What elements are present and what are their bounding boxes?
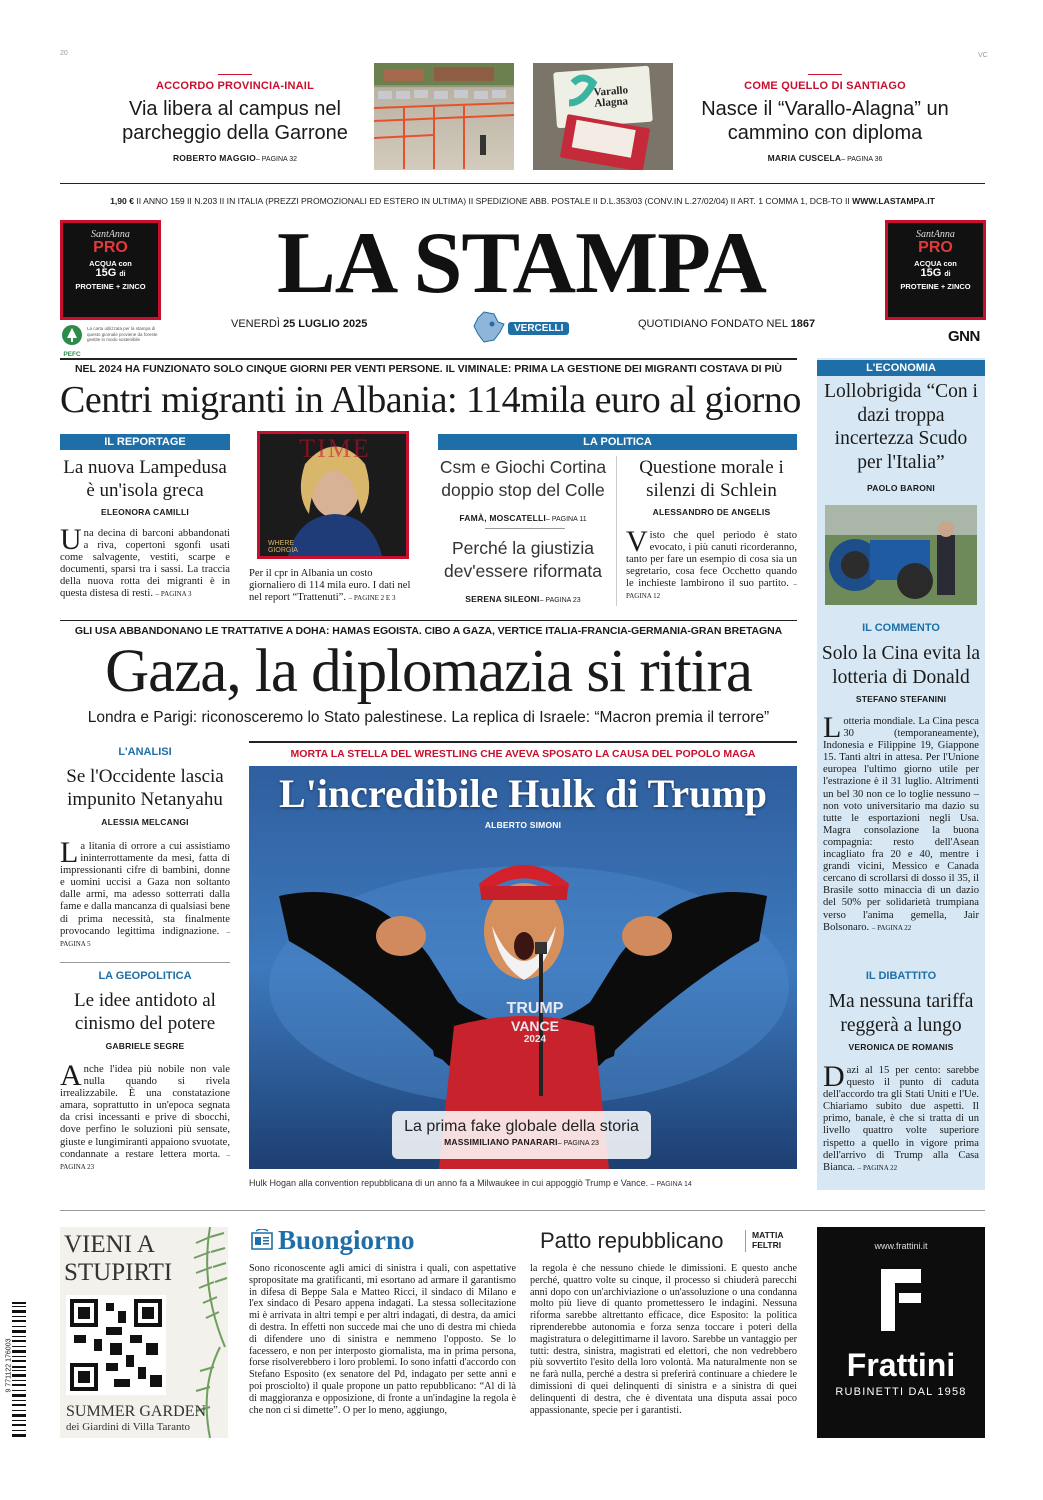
topbar-left-title: Via libera al campus nel parcheggio della Garrone	[122, 98, 348, 144]
hulk-shirt-text	[490, 1000, 580, 1046]
ad-ear-right-line2: 15G	[920, 267, 942, 279]
geopolitica-title[interactable]: Le idee antidoto al cinismo del potere	[74, 990, 216, 1034]
geopolitica-text: nche l'idea più nobile non vale nulla quando si rivela irrealizzabile. È una constatazione amara, soprattutto in un'epoca segnata da crisi incessanti e prive di sbocchi, dove perfino le soluzioni più sensate, giuste e lungimiranti appaiono svuotate, condannate a restare lettera morta.	[60, 1064, 230, 1160]
ad-ear-left-line4: PROTEINE + ZINCO	[75, 282, 146, 291]
politica-b-page: – PAGINA 23	[539, 597, 581, 604]
topbar-left-kicker: ACCORDO PROVINCIA-INAIL	[156, 80, 314, 92]
topbar-right-story[interactable]	[680, 74, 970, 163]
masthead-title[interactable]: LA STAMPA	[277, 215, 766, 312]
frattini-url: www.frattini.it	[874, 1241, 928, 1251]
geopolitica-page: – PAGINA 23	[60, 1150, 230, 1171]
analisi-dropcap: L	[60, 836, 79, 869]
gaza-kicker: GLI USA ABBANDONANO LE TRATTATIVE A DOHA: HAMAS EGOISTA. CIBO A GAZA, VERTICE ITALIA-FRANCIA-GERMANIA-GRAN BRETAGNA	[74, 625, 783, 637]
ad-ear-left[interactable]	[60, 220, 161, 320]
dibattito-byline: VERONICA DE ROMANIS	[848, 1042, 954, 1052]
ad-ear-left-name: PRO	[93, 239, 128, 256]
geopolitica-body	[60, 1059, 230, 1173]
time-caption-page: – PAGINE 2 E 3	[348, 594, 396, 603]
reportage-title[interactable]: La nuova Lampedusa è un'isola greca	[63, 457, 227, 501]
geopolitica-label: LA GEOPOLITICA	[98, 970, 192, 982]
economia-title[interactable]: Lollobrigida “Con i dazi troppa incertezza Scudo per l'Italia”	[824, 381, 978, 473]
topbar-right-title: Nasce il “Varallo-Alagna” un cammino con diploma	[701, 98, 949, 144]
buongiorno-col2: la regola è che nessuno chiede le dimissioni. E questo anche perché, quattro volte su cinque, il processo si chiuderà parecchi anni dopo con un'archiviazione o un'assoluzione o una condanna molto più lieve di quanto promettessero le indagini. Nessuna riforma sarebbe altrettanto efficace, dice Esposito: la politica riprenderebbe autonomia e forza senza toccare i poteri della magistratura o delegittimarne il lavoro. Sarebbe un vantaggio per tutti: destra, sinistra, magistrati ed elettori, che non vedrebbero più sovvertito l'esito della loro volontà. Ma naturalmente non se ne farà nulla, perché a destra si preferirà continuare a chiedere le dimissioni di quei delinquenti di sinistra e a sinistra di quei delinquenti di destra, che è diventata una disputa assai poco appassionante, specie per i garantisti.	[530, 1263, 797, 1416]
commento-title[interactable]: Solo la Cina evita la lotteria di Donald	[821, 643, 981, 688]
hulk-title[interactable]: L'incredibile Hulk di Trump	[279, 771, 767, 816]
politica-label: LA POLITICA	[438, 434, 797, 450]
pefc-tree-icon	[61, 324, 83, 346]
ad-ear-right-line1: ACQUA con	[914, 259, 957, 268]
hulk-caption	[249, 1178, 797, 1188]
topbar-left-story[interactable]	[90, 74, 380, 163]
fake-news-byline: MASSIMILIANO PANARARI	[444, 1137, 558, 1147]
masthead-date	[231, 318, 367, 330]
ad-ear-left-line3: di	[119, 271, 126, 278]
ad-ear-left-line1: ACQUA con	[89, 259, 132, 268]
author-last: FELTRI	[752, 1240, 782, 1250]
qr-code-icon[interactable]	[66, 1295, 166, 1395]
reportage-body	[60, 523, 230, 601]
dibattito-text: azi al 15 per cento: sarebbe questo il punto di caduta dell'accordo tra gli Stati Uniti e l'Ue. Chiariamo subito due aspetti. Il primo, banale, è che si tratta di un livello quattro volte superiore rispetto a quello in vigore prima dell'arrivo di Trump alla Casa Bianca.	[823, 1065, 979, 1173]
ad-ear-right-name: PRO	[918, 239, 953, 256]
gaza-subtitle: Londra e Parigi: riconosceremo lo Stato palestinese. La replica di Israele: “Macron premia il terrore”	[87, 709, 770, 726]
hulk-caption-page: – PAGINA 14	[650, 1181, 692, 1188]
reportage-byline: ELEONORA CAMILLI	[101, 507, 189, 517]
lead-title[interactable]: Centri migranti in Albania: 114mila euro al giorno	[60, 379, 801, 421]
reportage-page: – PAGINA 3	[155, 590, 192, 599]
politica-c-title[interactable]: Questione morale i silenzi di Schlein	[639, 457, 784, 501]
reportage-text: na decina di barconi abbandonati a riva, copertoni sgonfi usati come salvagente, vestiti, scarpe e documenti, sparsi tra i sassi. La traccia della nuova rotta dei migranti è in questa distesa di resti.	[60, 528, 230, 600]
frattini-tagline: RUBINETTI DAL 1958	[835, 1386, 967, 1398]
date-prefix: VENERDÌ	[231, 318, 280, 330]
garden-line4: dei Giardini di Villa Taranto	[66, 1421, 191, 1433]
politica-c-body	[626, 525, 797, 603]
founded-year: 1867	[790, 318, 816, 330]
topbar-right-byline: MARIA CUSCELA	[767, 153, 842, 163]
diploma-photo	[533, 63, 673, 170]
ad-ear-left-brand: SantAnna	[91, 229, 130, 240]
frattini-brand: Frattini	[846, 1347, 956, 1383]
topbar-right-kicker: COME QUELLO DI SANTIAGO	[744, 80, 906, 92]
ad-summer-garden[interactable]	[60, 1227, 228, 1438]
author-first: MATTIA	[752, 1230, 784, 1240]
dibattito-title[interactable]: Ma nessuna tariffa reggerà a lungo	[828, 991, 974, 1036]
analisi-label: L'ANALISI	[118, 746, 172, 758]
masthead-founded	[638, 318, 815, 330]
garden-line3: SUMMER GARDEN	[66, 1403, 207, 1420]
buongiorno-col1: Sono riconoscente agli amici di sinistra i quali, con aspettative spropositate ma gratificanti, mi esortano ad armare il garantismo in difesa di Beppe Sala e Matteo Ricci, il sindaco di Milano e l'ex sindaco di Pesaro appena indagati. La stessa sollecitazione mi è arrivata in altri tempi e per altri indagati, di destra, da amici di destra. In effetti non succede mai che uno di destra mi chieda di difendere uno di sinistra e nemmeno l'opposto. Se lo facessero, e non per interposto giornalista, ma in prima persona, forse risolverebbero i loro problemi. Io sono infatti d'accordo con Stefano Esposito (ex senatore del Pd, indagato per sette anni e poi prosciolto) il quale propone un patto repubblicano: “Al di là di maggioranza e opposizione, di fronte a un'indagine la regola è che non ci si dimette”. O per lo meno, aggiungo,	[249, 1263, 516, 1416]
analisi-text: a litania di orrore a cui assistiamo ininterrottamente da mesi, fatta di impressionanti cifre di bambini, donne e uomini uccisi a Gaza non soltanto dalle armi, ma adesso sotterrati dalla fame e dalla mancanza di qualsiasi bene di prima necessità, sta finalmente provocando legittima indignazione.	[60, 841, 231, 937]
ad-ear-right-brand: SantAnna	[916, 229, 955, 240]
politica-a-title: Csm e Giochi Cortina doppio stop del Colle	[439, 457, 607, 500]
politica-c-byline: ALESSANDRO DE ANGELIS	[652, 507, 771, 517]
politica-b-byline: SERENA SILEONI	[465, 594, 540, 604]
info-line	[60, 196, 985, 206]
ad-ear-right[interactable]	[885, 220, 986, 320]
politica-story-b[interactable]	[438, 537, 608, 607]
economia-label: L'ECONOMIA	[817, 360, 985, 376]
buongiorno-headline[interactable]: Patto repubblicano	[540, 1228, 724, 1253]
hulk-kicker: MORTA LA STELLA DEL WRESTLING CHE AVEVA SPOSATO LA CAUSA DEL POPOLO MAGA	[290, 748, 756, 760]
fake-news-title: La prima fake globale della storia	[404, 1118, 639, 1135]
economia-byline: PAOLO BARONI	[867, 483, 935, 493]
commento-byline: STEFANO STEFANINI	[855, 694, 947, 704]
topbar-right-page: – PAGINA 36	[841, 156, 883, 163]
pefc-logo	[60, 324, 84, 358]
hulk-caption-text: Hulk Hogan alla convention repubblicana di un anno fa a Milwaukee in cui appoggiò Trump e Vance.	[249, 1178, 649, 1188]
garden-line2: STUPIRTI	[64, 1259, 173, 1286]
analisi-body	[60, 836, 231, 950]
time-cover-text: WHERE GIORGIA	[268, 540, 298, 554]
buongiorno-title: Buongiorno	[278, 1225, 415, 1255]
hulk-byline: ALBERTO SIMONI	[484, 820, 562, 830]
corner-mark-left: 20	[60, 50, 68, 57]
reportage-label: IL REPORTAGE	[60, 434, 230, 450]
analisi-title[interactable]: Se l'Occidente lascia impunito Netanyahu	[66, 766, 224, 810]
gaza-title[interactable]: Gaza, la diplomazia si ritira	[105, 638, 752, 705]
barcode-digits: 9 771122 176003	[5, 1338, 13, 1393]
edition-badge[interactable]: VERCELLI	[508, 322, 569, 335]
barcode	[2, 1300, 26, 1440]
ad-ear-right-line3: di	[944, 271, 951, 278]
shirt-line1: TRUMP	[506, 1000, 564, 1017]
fake-news-box[interactable]	[392, 1111, 651, 1159]
parking-photo	[374, 63, 514, 170]
gnn-logo: GNN	[948, 328, 980, 345]
dibattito-dropcap: D	[823, 1060, 845, 1093]
dibattito-body	[823, 1060, 979, 1174]
founded-prefix: QUOTIDIANO FONDATO NEL	[638, 318, 788, 330]
commento-page: – PAGINA 22	[871, 923, 912, 932]
shirt-line2: VANCE	[511, 1018, 559, 1034]
garden-line1: VIENI A	[64, 1231, 155, 1258]
fake-news-page: – PAGINA 23	[557, 1140, 599, 1147]
date-value: 25 LUGLIO 2025	[282, 318, 368, 330]
politica-b-title: Perché la giustizia dev'essere riformata	[444, 538, 602, 581]
dibattito-page: – PAGINA 22	[857, 1163, 898, 1172]
politica-a-page: – PAGINA 11	[546, 516, 587, 523]
website-link[interactable]: WWW.LASTAMPA.IT	[852, 196, 935, 206]
geopolitica-byline: GABRIELE SEGRE	[105, 1041, 185, 1051]
shirt-line3: 2024	[523, 1034, 547, 1045]
piemonte-map-icon	[470, 310, 506, 344]
commento-dropcap: L	[823, 711, 842, 744]
politica-c-dropcap: V	[626, 525, 648, 558]
ad-ear-right-line4: PROTEINE + ZINCO	[900, 282, 971, 291]
geopolitica-dropcap: A	[60, 1059, 82, 1092]
politica-story-a[interactable]	[438, 456, 608, 526]
buongiorno-newspaper-icon	[250, 1229, 274, 1251]
lead-kicker: NEL 2024 HA FUNZIONATO SOLO CINQUE GIORNI PER VENTI PERSONE. IL VIMINALE: PRIMA LA GESTIONE DEI MIGRANTI COSTAVA DI PIÙ	[74, 363, 783, 375]
commento-label: IL COMMENTO	[862, 622, 940, 634]
diploma-card-text: Varallo Alagna	[593, 84, 629, 110]
time-logo: TIME	[299, 434, 371, 463]
politica-a-byline: FAMÀ, MOSCATELLI	[459, 513, 546, 523]
frattini-f-logo-icon	[871, 1265, 931, 1335]
lollobrigida-photo	[825, 505, 977, 605]
pefc-text: La carta utilizzata per la stampa di questo giornale proviene da foreste gestite in modo sostenibile	[87, 326, 158, 342]
commento-text: otteria mondiale. La Cina pesca 30 (temporaneamente), Indonesia e Filippine 19, Giappone 15. Tanti altri in attesa. Per l'Unione europea l'ultimo giorno utile per l'estrazione è il 31 luglio. Altrimenti un bel 30 non ce lo toglie nessuno – non voto universitario ma dazio su tutte le esportazioni negli Usa. Magra consolazione la buona compagnia: resto dell'Asean incagliato fra 20 e 40, mentre i grandi vicini, Messico e Canada cercano di scrollarsi di dosso il 35, il Brasile sotto minaccia di un dazio del 50% per solidarietà trumpiana verso l'anima gemella, Jair Bolsonaro.	[823, 716, 979, 933]
reportage-dropcap: U	[60, 523, 82, 556]
buongiorno-author	[752, 1230, 783, 1250]
corner-mark-right: VC	[978, 52, 988, 59]
commento-body	[823, 711, 979, 934]
time-cover-caption	[249, 568, 417, 604]
price: 1,90 €	[110, 196, 135, 206]
topbar-left-page: – PAGINA 32	[255, 156, 298, 163]
ad-ear-left-line2: 15G	[95, 267, 117, 279]
politica-c-page: – PAGINA 12	[626, 580, 797, 601]
politica-c-text: isto che quel periodo è stato evocato, i più canuti ricorderanno, tanto per fare un esempio di cosa sia un segretario, cosa fece Occhetto quando le inchieste lambirono il suo partito.	[626, 530, 797, 590]
analisi-page: – PAGINA 5	[60, 927, 230, 948]
analisi-byline: ALESSIA MELCANGI	[101, 817, 189, 827]
info-details: II ANNO 159 II N.203 II IN ITALIA (PREZZI PROMOZIONALI ED ESTERO IN ULTIMA) II SPEDIZIONE ABB. POSTALE II D.L.353/03 (CONV.IN L.27/02/04) II ART. 1 COMMA 1, DCB-TO II	[136, 196, 850, 206]
pefc-label: PEFC	[63, 351, 81, 358]
time-caption-text: Per il cpr in Albania un costo giornaliero di 114 mila euro. I dati nel nel report “Trattenuti”.	[249, 568, 411, 604]
topbar-left-byline: ROBERTO MAGGIO	[172, 153, 256, 163]
dibattito-label: IL DIBATTITO	[865, 970, 937, 982]
ad-frattini[interactable]	[817, 1227, 985, 1438]
